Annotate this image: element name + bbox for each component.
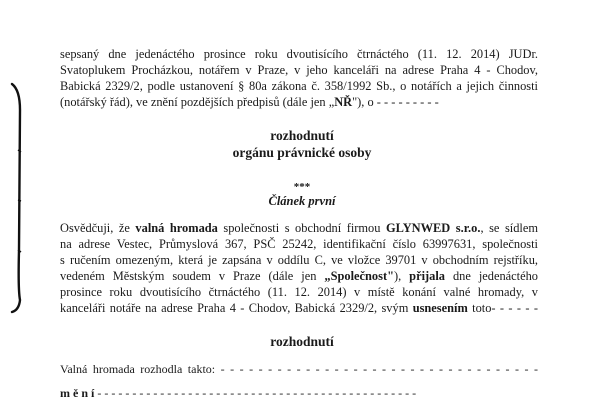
paragraph2-line2: na adrese Vestec, Průmyslová 367, PSČ 25242, identifikační číslo 63997631, společnosti <box>60 237 538 251</box>
paragraph1-line4-text-a: (notářský řád), ve znění pozdějších předpisů (dále jen „ <box>60 95 335 109</box>
separator-stars: *** <box>293 181 311 193</box>
paragraph2-line4 <box>60 269 538 283</box>
p2l4-a: vedeném Městským soudem v Praze (dále jen <box>60 269 325 283</box>
heading-rozhodnuti: rozhodnutí <box>270 128 334 143</box>
paragraph1-line4 <box>60 95 538 109</box>
paragraph1-line4-text-b: "), o - - - - - - - - - <box>352 95 439 109</box>
paragraph2-line1 <box>60 221 538 235</box>
meni-label: m ě n í <box>60 386 95 400</box>
paragraph2-line5: prosince roku dvoutisícího čtrnáctého (11. 12. 2014) v místě konání valné hromady, v <box>60 285 538 299</box>
paragraph1-line2: Svatoplukem Procházkou, notářem v Praze, v jeho kanceláři na adrese Praha 4 - Chodov, <box>60 63 538 77</box>
p2l6-b: usnesením <box>412 301 468 315</box>
p2l6-c: toto- - - - - - <box>467 301 538 315</box>
heading-organ: orgánu právnické osoby <box>232 145 372 160</box>
p2l1-a: Osvědčuji, že <box>60 221 136 235</box>
nr-abbreviation: NŘ <box>334 95 353 109</box>
decision-line: Valná hromada rozhodla takto: - - - - - - - - - - - - - - - - - - - - - - - - - - - - - - - - - - <box>60 362 538 376</box>
paragraph1-line1: sepsaný dne jedenáctého prosince roku dvoutisícího čtrnáctého (11. 12. 2014) JUDr. <box>60 47 538 61</box>
heading-rozhodnuti-2: rozhodnutí <box>270 334 334 349</box>
company-name: GLYNWED s.r.o. <box>385 221 481 235</box>
paragraph1-line3: Babická 2329/2, podle ustanovení § 80a zákona č. 358/1992 Sb., o notářích a jejich činnosti <box>60 79 538 93</box>
p2l1-c: společnosti s obchodní firmou <box>217 221 386 235</box>
meni-dashes: - - - - - - - - - - - - - - - - - - - - - - - - - - - - - - - - - - - - - - - - - - - - - - <box>97 386 417 400</box>
p2l4-e: dne jedenáctého <box>444 269 538 283</box>
meni-line <box>60 386 538 400</box>
p2l6-a: kanceláři notáře na adrese Praha 4 - Chodov, Babická 2329/2, svým <box>60 301 413 315</box>
article-title: Článek první <box>268 194 336 208</box>
p2l1-b: valná hromada <box>135 221 218 235</box>
paragraph2-line6 <box>60 301 538 315</box>
p2l1-e: , se sídlem <box>480 221 538 235</box>
paragraph2-line3: s ručením omezeným, která je zapsána v oddílu C, ve vložce 39701 v obchodním rejstříku, <box>60 253 538 267</box>
p2l4-c: ), <box>393 269 410 283</box>
p2l4-d: přijala <box>409 269 445 283</box>
p2l4-b: „Společnost" <box>324 269 394 283</box>
